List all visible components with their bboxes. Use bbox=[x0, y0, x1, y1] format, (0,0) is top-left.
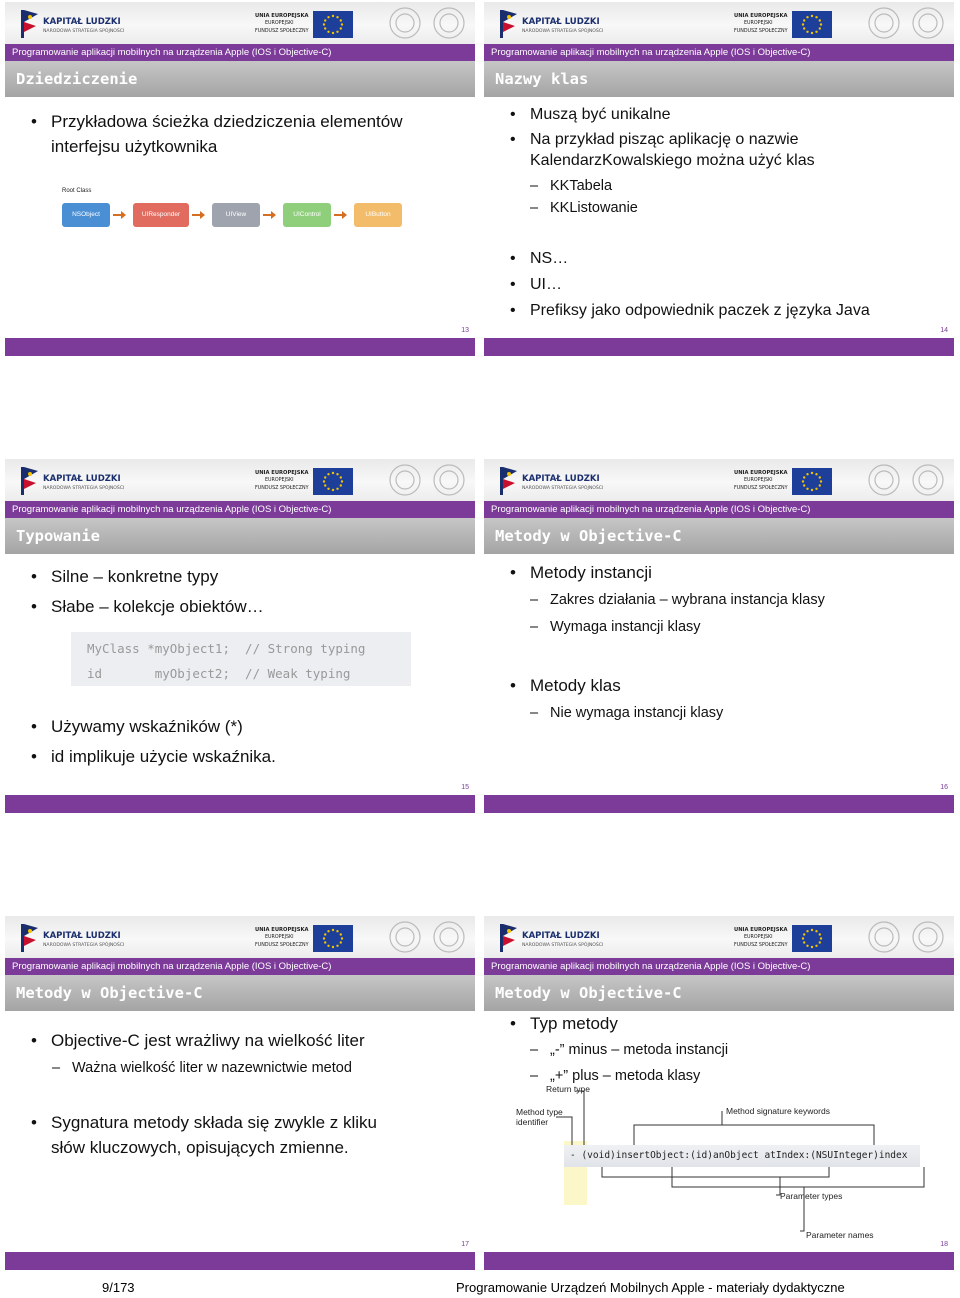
class-box-uibutton: UIButton bbox=[354, 203, 402, 227]
slide-15 bbox=[5, 459, 475, 813]
class-box-uiview: UIView bbox=[212, 203, 260, 227]
slide-body bbox=[484, 1011, 954, 1248]
slide-footer-bar bbox=[5, 795, 475, 813]
slide-header bbox=[5, 2, 475, 44]
page-number: 9/173 bbox=[102, 1280, 135, 1295]
slide-footer-bar bbox=[5, 1252, 475, 1270]
bullet: • Metody instancji bbox=[530, 560, 652, 585]
bullet: • Słabe – kolekcje obiektów… bbox=[51, 594, 264, 619]
eu-logo: UNIA EUROPEJSKA EUROPEJSKI FUNDUSZ SPOŁECZNY bbox=[255, 925, 355, 953]
slide-header bbox=[484, 459, 954, 501]
seal-emblems bbox=[385, 4, 473, 42]
seal-emblems bbox=[864, 461, 952, 499]
slide-footer-bar bbox=[484, 338, 954, 356]
signature-brackets bbox=[484, 1081, 954, 1251]
course-bar: Programowanie aplikacji mobilnych na urządzenia Apple (IOS i Objective-C) bbox=[484, 958, 954, 975]
keywords-label: Method signature keywords bbox=[726, 1106, 830, 1116]
slide-number: 15 bbox=[461, 784, 469, 791]
slide-title: Metody w Objective-C bbox=[5, 975, 475, 1011]
slide-header bbox=[5, 459, 475, 501]
seal-emblems bbox=[864, 918, 952, 956]
sub-bullet: – Nie wymaga instancji klasy bbox=[550, 702, 723, 724]
slide-title: Metody w Objective-C bbox=[484, 975, 954, 1011]
slide-title: Typowanie bbox=[5, 518, 475, 554]
bullet: • UI… bbox=[530, 272, 562, 297]
signature-code: - (void)insertObject:(id)anObject atIndex:(NSUInteger)index bbox=[564, 1145, 920, 1167]
bullet: • id implikuje użycie wskaźnika. bbox=[51, 744, 276, 769]
slide-number: 13 bbox=[461, 327, 469, 334]
seal-emblems bbox=[864, 4, 952, 42]
bullet: • Prefiksy jako odpowiednik paczek z języka Java bbox=[530, 298, 870, 323]
eu-logo: UNIA EUROPEJSKA EUROPEJSKI FUNDUSZ SPOŁECZNY bbox=[734, 925, 834, 953]
parameter-types-label: Parameter types bbox=[780, 1191, 843, 1201]
document-title: Programowanie Urządzeń Mobilnych Apple - materiały dydaktyczne bbox=[456, 1280, 845, 1295]
class-box-uicontrol: UIControl bbox=[283, 203, 331, 227]
sub-bullet: – KKListowanie bbox=[550, 197, 638, 219]
eu-logo: UNIA EUROPEJSKA EUROPEJSKI FUNDUSZ SPOŁECZNY bbox=[255, 11, 355, 39]
slide-title: Dziedziczenie bbox=[5, 61, 475, 97]
sub-bullet: – „+” plus – metoda klasy bbox=[550, 1065, 700, 1087]
slide-footer-bar bbox=[484, 1252, 954, 1270]
slide-footer-bar bbox=[5, 338, 475, 356]
course-bar: Programowanie aplikacji mobilnych na urządzenia Apple (IOS i Objective-C) bbox=[5, 44, 475, 61]
slide-number: 16 bbox=[940, 784, 948, 791]
eu-logo: UNIA EUROPEJSKA EUROPEJSKI FUNDUSZ SPOŁECZNY bbox=[734, 11, 834, 39]
parameter-names-label: Parameter names bbox=[806, 1230, 874, 1240]
slide-body bbox=[484, 554, 954, 791]
slide-title: Metody w Objective-C bbox=[484, 518, 954, 554]
slide-header bbox=[484, 2, 954, 44]
method-type-label: Method type identifier bbox=[516, 1107, 563, 1127]
bullet: • Sygnatura metody składa się zwykle z kliku słów kluczowych, opisujących zmienne. bbox=[51, 1110, 451, 1160]
sub-bullet: – Wymaga instancji klasy bbox=[550, 616, 701, 638]
slide-body bbox=[5, 1011, 475, 1248]
bullet: • Używamy wskaźników (*) bbox=[51, 714, 243, 739]
course-bar: Programowanie aplikacji mobilnych na urządzenia Apple (IOS i Objective-C) bbox=[5, 501, 475, 518]
arrow bbox=[113, 214, 122, 216]
slide-14 bbox=[484, 2, 954, 356]
arrow bbox=[192, 214, 201, 216]
slide-body bbox=[5, 97, 475, 334]
kapital-ludzki-logo: KAPITAŁ LUDZKI NARODOWA STRATEGIA SPÓJNOŚCI bbox=[500, 465, 600, 497]
slide-header bbox=[5, 916, 475, 958]
kapital-ludzki-logo: KAPITAŁ LUDZKI NARODOWA STRATEGIA SPÓJNOŚCI bbox=[21, 8, 121, 40]
sub-bullet: – „-” minus – metoda instancji bbox=[550, 1039, 728, 1061]
return-type-label: Return type bbox=[546, 1084, 590, 1094]
bullet: • NS… bbox=[530, 246, 568, 271]
bullet: • Typ metody bbox=[530, 1011, 618, 1036]
sub-bullet: – Zakres działania – wybrana instancja klasy bbox=[550, 589, 825, 611]
arrow bbox=[334, 214, 343, 216]
slide-header bbox=[484, 916, 954, 958]
bullet: • Metody klas bbox=[530, 673, 621, 698]
course-bar: Programowanie aplikacji mobilnych na urządzenia Apple (IOS i Objective-C) bbox=[5, 958, 475, 975]
slide-title: Nazwy klas bbox=[484, 61, 954, 97]
slide-number: 18 bbox=[940, 1241, 948, 1248]
bullet: • Na przykład pisząc aplikację o nazwie KalendarzKowalskiego można użyć klas bbox=[530, 129, 940, 171]
slide-13 bbox=[5, 2, 475, 356]
slide-footer-bar bbox=[484, 795, 954, 813]
eu-logo: UNIA EUROPEJSKA EUROPEJSKI FUNDUSZ SPOŁECZNY bbox=[255, 468, 355, 496]
slide-18 bbox=[484, 916, 954, 1270]
signature-diagram bbox=[484, 1081, 954, 1251]
slide-body bbox=[5, 554, 475, 791]
arrow bbox=[263, 214, 272, 216]
bullet: • Silne – konkretne typy bbox=[51, 564, 218, 589]
seal-emblems bbox=[385, 461, 473, 499]
slide-body bbox=[484, 97, 954, 334]
course-bar: Programowanie aplikacji mobilnych na urządzenia Apple (IOS i Objective-C) bbox=[484, 44, 954, 61]
code-snippet: MyClass *myObject1; // Strong typing id myObject2; // Weak typing bbox=[71, 632, 411, 686]
root-class-label: Root Class bbox=[62, 188, 92, 194]
bullet: • Muszą być unikalne bbox=[530, 102, 671, 127]
slide-number: 14 bbox=[940, 327, 948, 334]
bullet: • Objective-C jest wrażliwy na wielkość liter bbox=[51, 1028, 365, 1053]
slide-16 bbox=[484, 459, 954, 813]
kapital-ludzki-logo: KAPITAŁ LUDZKI NARODOWA STRATEGIA SPÓJNOŚCI bbox=[21, 922, 121, 954]
kapital-ludzki-logo: KAPITAŁ LUDZKI NARODOWA STRATEGIA SPÓJNOŚCI bbox=[21, 465, 121, 497]
seal-emblems bbox=[385, 918, 473, 956]
kapital-ludzki-logo: KAPITAŁ LUDZKI NARODOWA STRATEGIA SPÓJNOŚCI bbox=[500, 922, 600, 954]
slide-17 bbox=[5, 916, 475, 1270]
sub-bullet: – KKTabela bbox=[550, 175, 612, 197]
sub-bullet: – Ważna wielkość liter w nazewnictwie metod bbox=[72, 1057, 352, 1079]
course-bar: Programowanie aplikacji mobilnych na urządzenia Apple (IOS i Objective-C) bbox=[484, 501, 954, 518]
eu-logo: UNIA EUROPEJSKA EUROPEJSKI FUNDUSZ SPOŁECZNY bbox=[734, 468, 834, 496]
slide-number: 17 bbox=[461, 1241, 469, 1248]
kapital-ludzki-logo: KAPITAŁ LUDZKI NARODOWA STRATEGIA SPÓJNOŚCI bbox=[500, 8, 600, 40]
class-box-nsobject: NSObject bbox=[62, 203, 110, 227]
class-box-uiresponder: UIResponder bbox=[133, 203, 189, 227]
bullet: • Przykładowa ścieżka dziedziczenia elementów interfejsu użytkownika bbox=[51, 109, 461, 159]
